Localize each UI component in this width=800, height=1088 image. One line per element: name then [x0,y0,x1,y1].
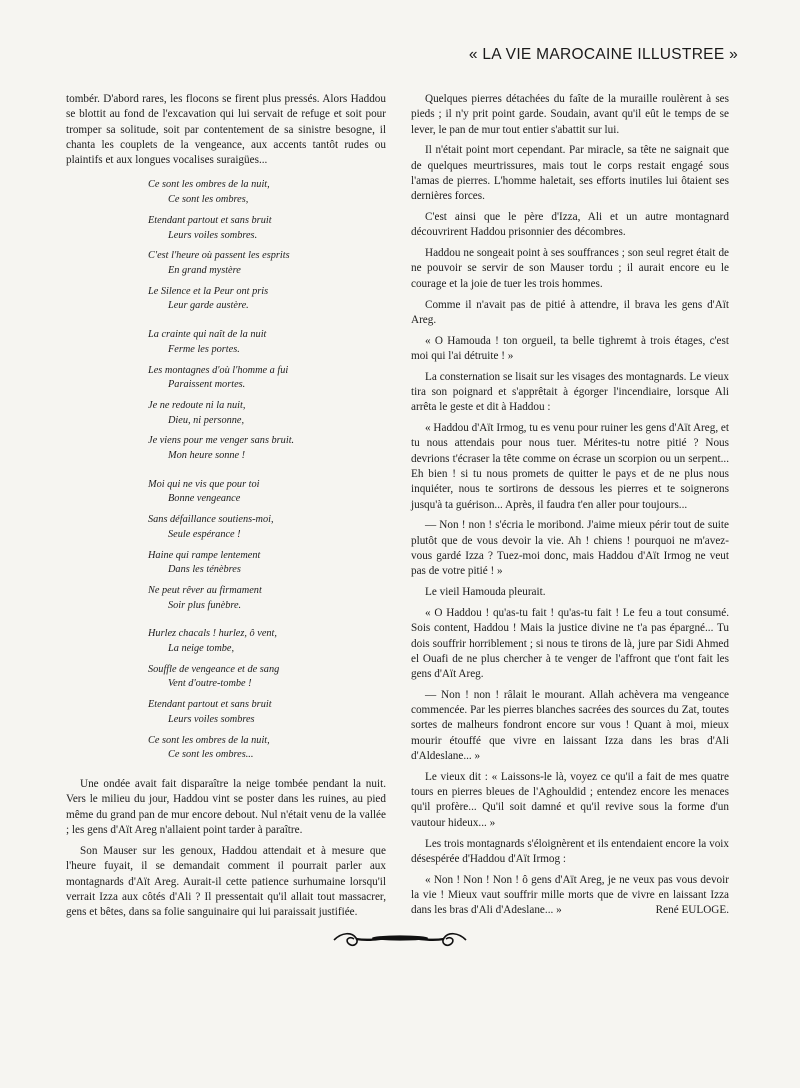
poem [148,178,386,763]
poem-line: Mon heure sonne ! [168,450,246,462]
paragraph: Le vieux dit : « Laissons-le là, voyez ce qu'il a fait de mes quatre tours en pierres bleues de l'Aghouldid ; entendez encore les menaces qu'il profère... Qu'il soit damné et qu'il revive sous la forme d'un vautour hideux... » [411,770,729,829]
poem-line: Ce sont les ombres... [168,749,254,761]
poem-line: La crainte qui naît de la nuit [148,329,267,341]
final-quote: « Non ! Non ! Non ! ô gens d'Aït Areg, je ne veux pas vous devoir la vie ! Mieux vaut souffrir mille morts que de vivre en laissant Izza dans les bras d'Ali d'Adeslane... » [411,873,729,917]
poem-couplet [148,734,386,763]
poem-line: Seule espérance ! [168,528,241,540]
poem-line: Vent d'outre-tombe ! [168,678,252,690]
poem-line: Bonne vengeance [168,493,241,505]
poem-couplet [148,399,386,428]
poem-line: Sans défaillance soutiens-moi, [148,514,274,526]
paragraph: Le vieil Hamouda pleurait. [425,586,546,599]
author-signature: René EULOGE. [655,904,729,917]
poem-line: Paraissent mortes. [168,379,246,391]
poem-couplet [148,698,386,727]
poem-line: Hurlez chacals ! hurlez, ô vent, [148,628,277,640]
poem-line: Etendant partout et sans bruit [148,214,272,226]
poem-line: Soir plus funèbre. [168,599,242,611]
paragraph: Comme il n'avait pas de pitié à attendre, il brava les gens d'Aït Areg. [411,298,729,326]
running-header: « LA VIE MAROCAINE ILLUSTREE » [468,46,738,63]
paragraph: « Haddou d'Aït Irmog, tu es venu pour ruiner les gens d'Aït Areg, et tu nous attendais pour nous tuer. Mérites-tu notre pitié ? Nous devrions t'écraser la tête comme on écrase un scorpion ou un serpent... Eh bien ! si tu nous promets de quitter le pays et de ne plus nous inquiéter, nous te sortirons de dessous les pierres et te soignerons jusqu'à ta guérison... Après, il faudra t'en aller pour toujours... [411,422,729,511]
poem-stanza [148,178,386,314]
poem-line: Ce sont les ombres de la nuit, [148,179,270,191]
poem-line: Haine qui rampe lentement [148,549,261,561]
paragraph: C'est ainsi que le père d'Izza, Ali et un autre montagnard découvrirent Haddou prisonnier des décombres. [411,211,729,239]
paragraph: Il n'était point mort cependant. Par miracle, sa tête ne saignait que de quelques meurtrissures, mais tout le corps restait engagé sous l'amas de pierres. L'homme haletait, ses efforts inutiles lui ôtaient ses dernières forces. [411,144,729,203]
poem-couplet [148,434,386,463]
poem-couplet [148,214,386,243]
poem-line: Ferme les portes. [168,343,240,355]
poem-couplet [148,584,386,613]
poem-stanza [148,328,386,464]
poem-line: En grand mystère [168,265,241,276]
paragraph: « O Haddou ! qu'as-tu fait ! qu'as-tu fait ! Le feu a tout consumé. Sois content, Haddou ! Mais la justice divine ne t'a pas épargné... Tu dois souffrir horriblement ; si nous te tirons de là, jure par Sidi Ahmed el Ouafi de ne plus chercher à te venger de l'affront que t'ont fait les gens d'Aït Areg. [411,606,729,681]
paragraph: Quelques pierres détachées du faîte de la muraille roulèrent à ses pieds ; il n'y prit point garde. Soudain, avant qu'il eût le temps de se lever, le pan de mur tout entier s'abattit sur lui. [411,93,729,136]
poem-line: Etendant partout et sans bruit [148,699,272,711]
poem-line: Les montagnes d'où l'homme a fui [148,364,289,376]
final-paragraph [411,873,729,919]
poem-line: Dans les ténèbres [168,564,241,576]
poem-line: Leur garde austère. [168,300,249,312]
flourish-ornament-icon [330,926,470,952]
poem-couplet [148,285,386,314]
paragraph: Une ondée avait fait disparaître la neige tombée pendant la nuit. Vers le milieu du jour, Haddou vint se poster dans les ruines, au pied même du grand pan de mur encore debout. Nul n'était venu de la vallée ; les gens d'Aït Areg n'allaient point tarder à paraître. [66,777,386,836]
paragraph: — Non ! non ! s'écria le moribond. J'aime mieux périr tout de suite plutôt que de vous devoir la vie. Ah ! chiens ! pourquoi ne m'avez-vous gardé Izza ? Tuez-moi donc, mais Haddou d'Aït Irmog ne veut pas de votre pitié ! » [411,519,729,578]
left-column [66,92,386,927]
paragraph-intro: tombér. D'abord rares, les flocons se firent plus pressés. Alors Haddou se blottit au fond de l'excavation qui lui servait de refuge et soit pour tromper sa solitude, soit par contentement de sa sinistre besogne, il chanta les couplets de la vengeance, aux accents tantôt rudes ou plaintifs et aux longues vocalises suraigües... [66,93,386,167]
paragraph: Haddou ne songeait point à ses souffrances ; son seul regret était de ne pouvoir se servir de son Mauser tordu ; il aurait encore eu le courage et la joie de tuer les trois hommes. [411,247,729,290]
poem-stanza [148,627,386,763]
paragraph: La consternation se lisait sur les visages des montagnards. Le vieux tira son poignard et s'apprêtait à égorger l'incendiaire, lorsque Ali arrêta le geste et dit à Haddou : [411,370,729,414]
right-column [411,92,729,924]
poem-couplet [148,178,386,207]
poem-couplet [148,478,386,507]
poem-line: Souffle de vengeance et de sang [148,663,280,675]
poem-couplet [148,627,386,656]
poem-line: La neige tombe, [168,643,235,655]
poem-stanza [148,478,386,614]
poem-line: Je viens pour me venger sans bruit. [148,435,295,447]
poem-line: Moi qui ne vis que pour toi [148,478,260,490]
poem-line: Ne peut rêver au firmament [148,584,262,596]
poem-couplet [148,549,386,578]
poem-line: Ce sont les ombres de la nuit, [148,734,270,746]
poem-line: Leurs voiles sombres. [168,229,258,241]
poem-couplet [148,663,386,692]
paragraph: « O Hamouda ! ton orgueil, ta belle tighremt à trois étages, c'est moi qui l'ai détruite ! » [411,334,729,362]
paragraph: Les trois montagnards s'éloignèrent et ils entendaient encore la voix désespérée d'Haddou d'Aït Irmog : [411,837,729,865]
poem-couplet [148,364,386,393]
paragraph: — Non ! non ! râlait le mourant. Allah achèvera ma vengeance commencée. Par les pierres blanches sacrées des sources du Zat, toutes sortes de malheurs fondront encore sur vous ! Quant à moi, mieux mourir étouffé que vivre en laissant Izza dans les bras d'Ali d'Aldeslane... » [411,688,729,763]
paragraph: Son Mauser sur les genoux, Haddou attendait et à mesure que l'heure fuyait, il se demandait comment il pourrait parler aux montagnards d'Aït Areg. Aurait-il cette patience surhumaine lorsqu'il verrait Izza aux côtés d'Ali ? Il pressentait qu'il allait tout massacrer, gens et bêtes, dans sa folie sanguinaire qui lui paraissait justifiée. [66,845,386,919]
poem-couplet [148,328,386,357]
poem-line: Leurs voiles sombres [168,713,255,725]
poem-couplet [148,513,386,542]
poem-line: C'est l'heure où passent les esprits [148,250,290,262]
poem-couplet [148,249,386,278]
poem-line: Dieu, ni personne, [168,414,245,426]
poem-line: Je ne redoute ni la nuit, [148,399,246,411]
poem-line: Ce sont les ombres, [168,194,249,206]
poem-line: Le Silence et la Peur ont pris [148,285,269,297]
